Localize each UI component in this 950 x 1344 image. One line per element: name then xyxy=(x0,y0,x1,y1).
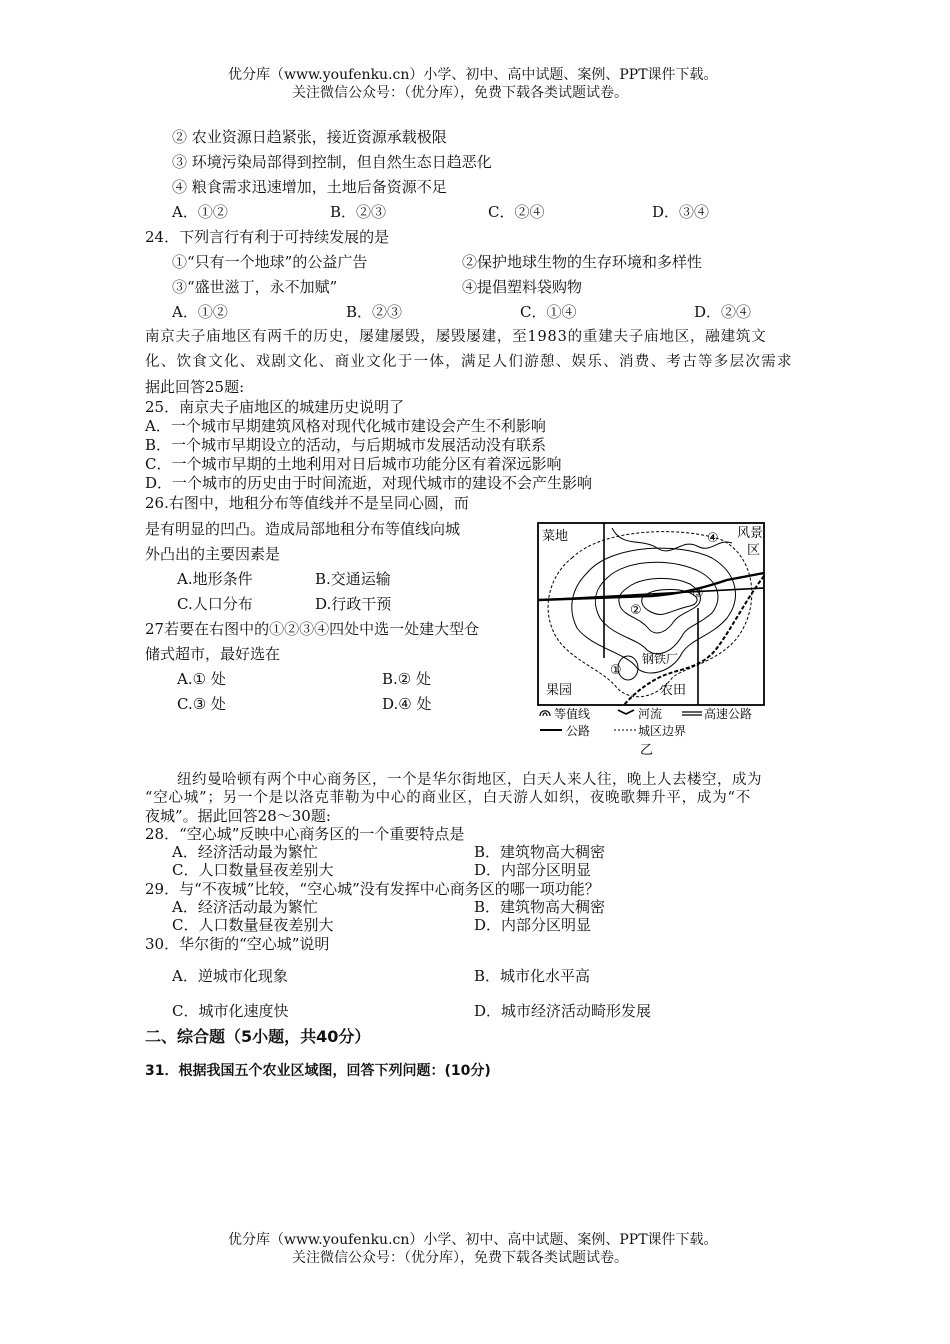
q24-item-1: ①“只有一个地球”的公益广告 xyxy=(172,253,368,271)
q24-option-d: D．②④ xyxy=(694,303,752,321)
label-marker-4: ④ xyxy=(707,531,719,546)
label-scenic-1: 风景 xyxy=(737,526,764,541)
map-caption: 乙 xyxy=(640,743,654,758)
q24-item-2: ②保护地球生物的生存环境和多样性 xyxy=(462,253,703,271)
q24-item-4: ④提倡塑料袋购物 xyxy=(462,278,583,296)
q30-option-d: D．城市经济活动畸形发展 xyxy=(474,1002,652,1020)
q27-line-2: 储式超市，最好选在 xyxy=(145,645,281,663)
q25-option-b: B．一个城市早期设立的活动，与后期城市发展活动没有联系 xyxy=(145,436,547,454)
passage25-line-2: 化、饮食文化、戏剧文化、商业文化于一体，满足人们游憩、娱乐、消费、考古等多层次需求 xyxy=(145,354,793,370)
legend-river-icon xyxy=(618,710,634,714)
q30-option-b: B．城市化水平高 xyxy=(474,967,591,985)
q27-option-d: D.④ 处 xyxy=(382,695,432,713)
header-line-2: 关注微信公众号：（优分库），免费下载各类试题试卷。 xyxy=(292,85,628,101)
q28-option-b: B．建筑物高大稠密 xyxy=(474,843,606,861)
q28-option-d: D．内部分区明显 xyxy=(474,861,592,879)
legend-road: 公路 xyxy=(566,724,591,738)
q29-option-a: A．经济活动最为繁忙 xyxy=(172,898,318,916)
q30-stem: 30．华尔街的“空心城”说明 xyxy=(145,935,330,953)
q26-line-3: 外凸出的主要因素是 xyxy=(145,545,281,563)
q29-option-b: B．建筑物高大稠密 xyxy=(474,898,606,916)
q24-option-b: B．②③ xyxy=(346,303,403,321)
q25-option-a: A．一个城市早期建筑风格对现代化城市建设会产生不利影响 xyxy=(145,417,546,435)
q28-option-a: A．经济活动最为繁忙 xyxy=(172,843,318,861)
q29-option-d: D．内部分区明显 xyxy=(474,916,592,934)
q25-option-d: D．一个城市的历史由于时间流逝，对现代城市的建设不会产生影响 xyxy=(145,474,593,492)
contour-line xyxy=(595,562,718,653)
label-scenic-2: 区 xyxy=(747,543,761,558)
q23-item-3: ③ 环境污染局部得到控制，但自然生态日趋恶化 xyxy=(172,153,492,171)
highway xyxy=(538,573,764,600)
label-farmland: 农田 xyxy=(660,683,687,698)
q23-option-b: B．②③ xyxy=(330,203,387,221)
legend-highway: 高速公路 xyxy=(704,707,753,721)
header-line-1: 优分库（www.youfenku.cn）小学、初中、高中试题、案例、PPT课件下载。 xyxy=(228,67,718,83)
passage28-line-3: 夜城”。据此回答28～30题: xyxy=(145,807,331,825)
q30-option-a: A．逆城市化现象 xyxy=(172,967,288,985)
label-marker-3: ③ xyxy=(692,586,704,601)
q26-option-d: D.行政干预 xyxy=(315,595,392,613)
passage25-line-3: 据此回答25题: xyxy=(145,378,245,396)
q25-stem: 25．南京夫子庙地区的城建历史说明了 xyxy=(145,398,405,416)
q26-option-c: C.人口分布 xyxy=(177,595,253,613)
section2-title: 二、综合题（5小题，共40分） xyxy=(145,1027,371,1046)
passage28-line-1: 纽约曼哈顿有两个中心商务区，一个是华尔街地区，白天人来人往，晚上人去楼空，成为 xyxy=(177,772,762,788)
q31-stem: 31．根据我国五个农业区域图，回答下列问题：(10分) xyxy=(145,1063,491,1079)
label-vegetable: 菜地 xyxy=(542,529,569,544)
q24-option-a: A．①② xyxy=(172,303,228,321)
legend-contour-icon xyxy=(540,711,550,716)
passage28-line-2: “空心城”；另一个是以洛克菲勒为中心的商业区，白天游人如织，夜晚歌舞升平，成为“不 xyxy=(145,790,752,806)
city-boundary xyxy=(548,532,752,697)
rent-contour-map xyxy=(532,518,772,758)
q24-stem: 24．下列言行有利于可持续发展的是 xyxy=(145,228,390,246)
label-marker-1: ① xyxy=(610,663,622,678)
q26-option-a: A.地形条件 xyxy=(177,570,253,588)
q23-item-2: ② 农业资源日趋紧张，接近资源承载极限 xyxy=(172,128,447,146)
legend-boundary: 城区边界 xyxy=(638,724,687,738)
label-marker-2: ② xyxy=(630,603,642,618)
footer-line-2: 关注微信公众号：（优分库），免费下载各类试题试卷。 xyxy=(292,1250,628,1266)
q26-line-1: 26.右图中，地租分布等值线并不是呈同心圆，而 xyxy=(145,494,469,512)
q25-option-c: C．一个城市早期的土地利用对日后城市功能分区有着深远影响 xyxy=(145,455,562,473)
q28-stem: 28．“空心城”反映中心商务区的一个重要特点是 xyxy=(145,825,465,843)
q24-option-c: C．①④ xyxy=(520,303,577,321)
q29-option-c: C．人口数量昼夜差别大 xyxy=(172,916,334,934)
q30-option-c: C．城市化速度快 xyxy=(172,1002,289,1020)
legend-contour: 等值线 xyxy=(554,707,591,721)
q27-option-b: B.② 处 xyxy=(382,670,432,688)
q23-option-c: C．②④ xyxy=(488,203,545,221)
q27-line-1: 27若要在右图中的①②③④四处中选一处建大型仓 xyxy=(145,620,480,638)
label-steel-plant: 钢铁厂 xyxy=(642,652,679,666)
q23-option-d: D．③④ xyxy=(652,203,710,221)
q27-option-c: C.③ 处 xyxy=(177,695,226,713)
q29-stem: 29．与“不夜城”比较，“空心城”没有发挥中心商务区的哪一项功能？ xyxy=(145,880,600,898)
footer-line-1: 优分库（www.youfenku.cn）小学、初中、高中试题、案例、PPT课件下载。 xyxy=(228,1232,718,1248)
passage25-line-1: 南京夫子庙地区有两千的历史，屡建屡毁，屡毁屡建，至1983的重建夫子庙地区，融建筑文 xyxy=(145,329,767,345)
q23-item-4: ④ 粮食需求迅速增加，土地后备资源不足 xyxy=(172,178,447,196)
q26-line-2: 是有明显的凹凸。造成局部地租分布等值线向城 xyxy=(145,520,461,538)
q27-option-a: A.① 处 xyxy=(177,670,226,688)
q24-item-3: ③“盛世滋丁，永不加赋” xyxy=(172,278,338,296)
label-orchard: 果园 xyxy=(546,683,573,698)
legend-river: 河流 xyxy=(638,707,663,721)
q26-option-b: B.交通运输 xyxy=(315,570,391,588)
q23-option-a: A．①② xyxy=(172,203,228,221)
q28-option-c: C．人口数量昼夜差别大 xyxy=(172,861,334,879)
